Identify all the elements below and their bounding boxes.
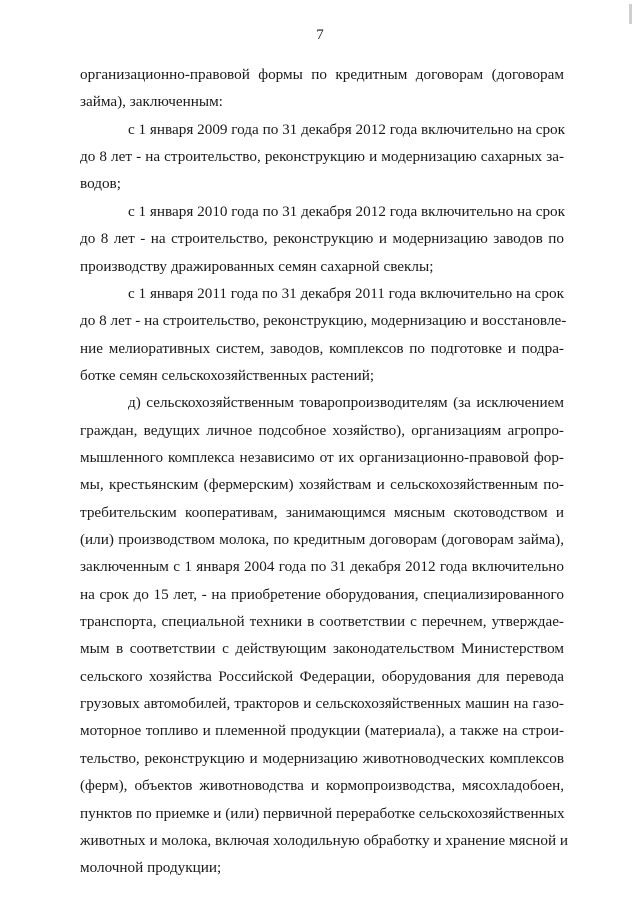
text-line: с 1 января 2009 года по 31 декабря 2012 года включительно на срок [128,120,566,138]
text-line: производству дражированных семян сахарной свеклы; [80,257,434,275]
text-line: молочной продукции; [80,859,222,877]
text-line: ние мелиоративных систем, заводов, комплексов по подготовке и подра- [80,339,564,357]
page-number: 7 [316,27,324,43]
text-line: займа), заключенным: [80,93,223,111]
text-line: заключенным с 1 января 2004 года по 31 декабря 2012 года включительно [80,558,564,576]
text-line: водов; [80,175,121,193]
text-line: животных и молока, включая холодильную обработку и хранение мясной и [80,831,569,849]
scan-edge-mark [629,4,632,24]
text-line: мышленного комплекса независимо от их организационно-правовой фор- [80,448,564,466]
text-line: с 1 января 2011 года по 31 декабря 2011 года включительно на срок [128,284,564,302]
text-line: транспорта, специальной техники в соответствии с перечнем, утверждае- [80,613,564,630]
text-line: требительским кооперативам, занимающимся мясным скотоводством и [80,503,564,521]
text-line: мы, крестьянским (фермерским) хозяйствам и сельскохозяйственным по- [80,476,564,494]
text-line: до 8 лет - на строительство, реконструкцию и модернизацию сахарных за- [80,148,564,166]
text-line: (или) производством молока, по кредитным договорам (договорам займа), [80,531,564,548]
text-line: грузовых автомобилей, тракторов и сельскохозяйственных машин на газо- [80,695,564,713]
text-line: мым в соответствии с действующим законодательством Министерством [80,640,564,658]
text-line: сельского хозяйства Российской Федерации, оборудования для перевода [80,667,564,685]
text-line: ботке семян сельскохозяйственных растений; [80,366,375,384]
text-line: моторное топливо и племенной продукции (материала), а также на строи- [80,722,564,740]
text-line: граждан, ведущих личное подсобное хозяйство), организациям агропро- [80,421,564,439]
text-line: д) сельскохозяйственным товаропроизводителям (за исключением [128,394,564,412]
text-line: на срок до 15 лет, - на приобретение оборудования, специализированного [80,585,564,603]
text-line: (ферм), объектов животноводства и кормопроизводства, мясохладобоен, [80,777,564,795]
text-line: до 8 лет - на строительство, реконструкцию, модернизацию и восстановле- [80,312,567,330]
text-line: с 1 января 2010 года по 31 декабря 2012 года включительно на срок [128,202,566,220]
text-line: тельство, реконструкцию и модернизацию животноводческих комплексов [80,749,564,767]
text-line: пунктов по приемке и (или) первичной переработке сельскохозяйственных [80,804,565,822]
text-line: до 8 лет - на строительство, реконструкцию и модернизацию заводов по [80,230,564,248]
text-line: организационно-правовой формы по кредитным договорам (договорам [80,66,564,83]
